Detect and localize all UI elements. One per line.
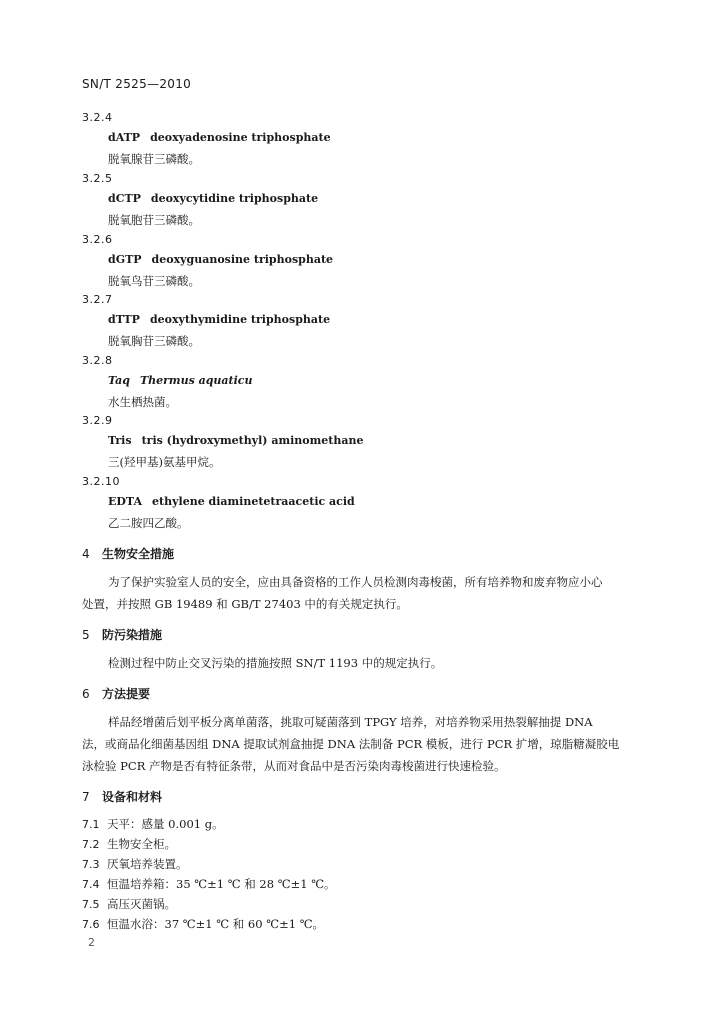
term-definition: 脱氧胞苷三磷酸。 xyxy=(108,213,200,227)
term-abbr: dGTP xyxy=(108,253,142,266)
term-abbr: Tris xyxy=(108,434,132,447)
term-full: deoxythymidine triphosphate xyxy=(149,313,331,326)
list-item xyxy=(82,816,224,832)
standard-code-header: SN/T 2525—2010 xyxy=(82,77,192,91)
term-abbr: Taq xyxy=(108,374,130,387)
term-entry xyxy=(108,131,331,144)
section-number: 7 xyxy=(82,790,90,804)
paragraph-line: 样品经增菌后划平板分离单菌落，挑取可疑菌落到 TPGY 培养，对培养物采用热裂解抽提 DNA xyxy=(108,715,593,729)
term-definition: 脱氧腺苷三磷酸。 xyxy=(108,152,200,166)
section-number: 4 xyxy=(82,547,90,561)
item-text: 厌氧培养装置。 xyxy=(107,857,188,871)
term-abbr: dTTP xyxy=(108,313,140,326)
term-abbr: dATP xyxy=(108,131,141,144)
section-title: 生物安全措施 xyxy=(102,547,175,561)
section-heading xyxy=(82,788,162,805)
section-title: 设备和材料 xyxy=(102,790,163,804)
section-number: 6 xyxy=(82,687,90,701)
term-number: 3.2.9 xyxy=(82,414,113,427)
paragraph-line: 法，或商品化细菌基因组 DNA 提取试剂盒抽提 DNA 法制备 PCR 模板，进行 PCR 扩增，琼脂糖凝胶电 xyxy=(82,737,620,751)
term-entry xyxy=(108,313,330,326)
term-number: 3.2.5 xyxy=(82,172,113,185)
item-text: 恒温培养箱：35 ℃±1 ℃ 和 28 ℃±1 ℃。 xyxy=(107,877,336,891)
term-abbr: dCTP xyxy=(108,192,141,205)
item-number: 7.1 xyxy=(82,818,100,831)
item-number: 7.4 xyxy=(82,878,100,891)
list-item xyxy=(82,836,176,852)
item-text: 天平：感量 0.001 g。 xyxy=(107,817,224,831)
paragraph-line: 检测过程中防止交叉污染的措施按照 SN/T 1193 中的规定执行。 xyxy=(108,656,443,670)
term-definition: 脱氧胸苷三磷酸。 xyxy=(108,334,200,348)
section-title: 方法提要 xyxy=(102,687,151,701)
paragraph-line: 为了保护实验室人员的安全，应由具备资格的工作人员检测肉毒梭菌，所有培养物和废弃物应小心 xyxy=(108,575,603,589)
section-title: 防污染措施 xyxy=(102,628,163,642)
section-number: 5 xyxy=(82,628,90,642)
item-text: 高压灭菌锅。 xyxy=(107,897,176,911)
term-full: deoxycytidine triphosphate xyxy=(150,192,319,205)
page-number: 2 xyxy=(88,936,95,949)
term-full: tris (hydroxymethyl) aminomethane xyxy=(141,434,364,447)
term-number: 3.2.8 xyxy=(82,354,113,367)
item-text: 恒温水浴：37 ℃±1 ℃ 和 60 ℃±1 ℃。 xyxy=(107,917,325,931)
term-entry xyxy=(108,495,355,508)
item-number: 7.6 xyxy=(82,918,100,931)
term-entry xyxy=(108,253,333,266)
term-full: ethylene diaminetetraacetic acid xyxy=(152,495,355,508)
term-full: deoxyadenosine triphosphate xyxy=(150,131,331,144)
list-item xyxy=(82,876,336,892)
term-definition: 水生栖热菌。 xyxy=(108,395,177,409)
section-heading xyxy=(82,626,162,643)
item-text: 生物安全柜。 xyxy=(107,837,176,851)
item-number: 7.2 xyxy=(82,838,100,851)
item-number: 7.3 xyxy=(82,858,100,871)
list-item xyxy=(82,916,324,932)
term-abbr: EDTA xyxy=(108,495,143,508)
term-number: 3.2.6 xyxy=(82,233,113,246)
section-heading xyxy=(82,685,150,702)
term-entry xyxy=(108,192,318,205)
term-number: 3.2.7 xyxy=(82,293,113,306)
term-definition: 脱氧鸟苷三磷酸。 xyxy=(108,274,200,288)
paragraph-line: 处置，并按照 GB 19489 和 GB/T 27403 中的有关规定执行。 xyxy=(82,597,408,611)
item-number: 7.5 xyxy=(82,898,100,911)
term-number: 3.2.4 xyxy=(82,111,113,124)
term-definition: 三(羟甲基)氨基甲烷。 xyxy=(108,455,221,469)
paragraph-line: 泳检验 PCR 产物是否有特征条带，从而对食品中是否污染肉毒梭菌进行快速检验。 xyxy=(82,759,506,773)
term-number: 3.2.10 xyxy=(82,475,120,488)
section-heading xyxy=(82,545,174,562)
list-item xyxy=(82,856,188,872)
term-definition: 乙二胺四乙酸。 xyxy=(108,516,189,530)
term-full: Thermus aquaticu xyxy=(139,374,253,387)
term-entry xyxy=(108,434,363,447)
list-item xyxy=(82,896,176,912)
term-full: deoxyguanosine triphosphate xyxy=(151,253,334,266)
term-entry xyxy=(108,374,253,387)
